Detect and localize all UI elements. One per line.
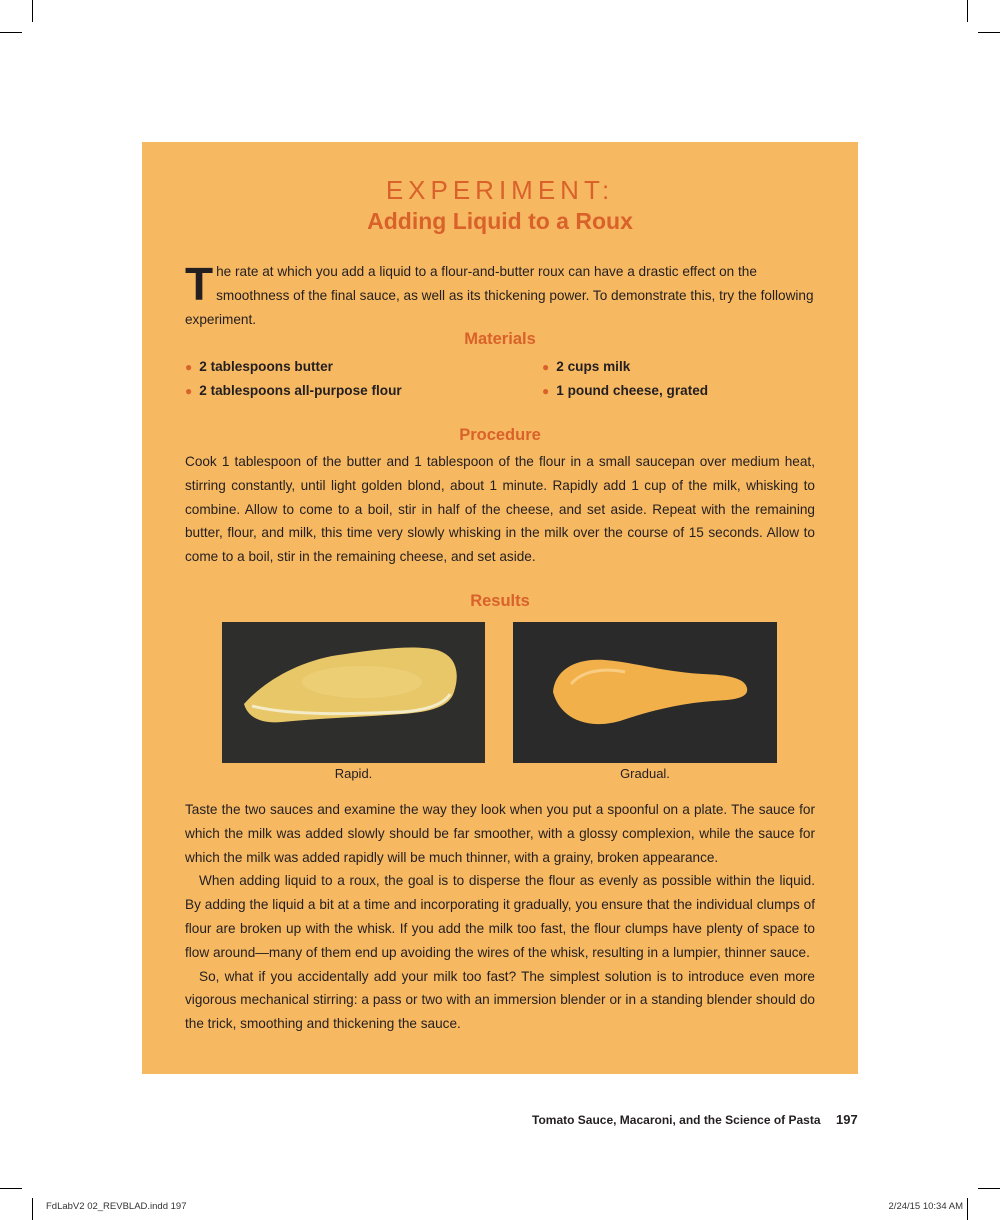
results-heading: Results: [470, 592, 530, 610]
crop-mark: [0, 1188, 22, 1189]
crop-mark: [978, 32, 1000, 33]
crop-mark: [32, 1198, 33, 1220]
results-paragraph: So, what if you accidentally add your milk too fast? The simplest solution is to introduce even more vigorous mechanical stirring: a pass or two with an immersion blender or in a standing blender should do the trick, smoothing and thickening the sauce.: [185, 968, 815, 1032]
drop-cap: T: [185, 258, 214, 310]
bullet-icon: ●: [185, 384, 193, 398]
material-label: 1 pound cheese, grated: [556, 383, 709, 398]
bullet-icon: ●: [185, 360, 193, 374]
intro-text: he rate at which you add a liquid to a flour-and-butter roux can have a drastic effect on the smoothness of the final sauce, as well as its thickening power. To demonstrate this, try the following experiment.: [185, 264, 814, 327]
rapid-sauce-photo: [222, 622, 485, 763]
material-label: 2 cups milk: [556, 359, 631, 374]
crop-mark: [967, 1198, 968, 1220]
bullet-icon: ●: [542, 384, 550, 398]
crop-mark: [978, 1188, 1000, 1189]
results-paragraph: When adding liquid to a roux, the goal is to disperse the flour as evenly as possible within the liquid. By adding the liquid a bit at a time and incorporating it gradually, you ensure that the individual clumps of flour are broken up with the whisk. If you add the milk too fast, the flour clumps have plenty of space to flow around—many of them end up avoiding the wires of the whisk, resulting in a lumpier, thinner sauce.: [185, 873, 815, 960]
results-text: [185, 798, 815, 1036]
list-item: [542, 379, 708, 403]
materials-list: [185, 355, 815, 405]
material-label: 2 tablespoons butter: [199, 359, 333, 374]
material-label: 2 tablespoons all-purpose flour: [199, 383, 402, 398]
materials-heading: Materials: [464, 330, 536, 348]
gradual-caption: Gradual.: [620, 766, 670, 781]
bullet-icon: ●: [542, 360, 550, 374]
intro-paragraph: [185, 260, 815, 332]
experiment-title: Adding Liquid to a Roux: [367, 208, 633, 234]
list-item: [185, 379, 402, 403]
list-item: [542, 355, 630, 379]
procedure-paragraph: Cook 1 tablespoon of the butter and 1 tablespoon of the flour in a small saucepan over medium heat, stirring constantly, until light golden blond, about 1 minute. Rapidly add 1 cup of the milk, whisking to combine. Allow to come to a boil, stir in half of the cheese, and set aside. Repeat with the remaining butter, flour, and milk, this time very slowly whisking in the milk over the course of 15 seconds. Allow to come to a boil, stir in the remaining cheese, and set aside.: [185, 454, 815, 565]
list-item: [185, 355, 333, 379]
results-paragraph: Taste the two sauces and examine the way they look when you put a spoonful on a plate. The sauce for which the milk was added slowly should be far smoother, with a glossy complexion, while the sauce for which the milk was added rapidly will be much thinner, with a grainy, broken appearance.: [185, 802, 815, 865]
gradual-sauce-photo: [513, 622, 777, 763]
crop-mark: [0, 32, 22, 33]
rapid-caption: Rapid.: [334, 766, 373, 781]
running-footer-title: Tomato Sauce, Macaroni, and the Science of Pasta: [532, 1113, 821, 1127]
crop-mark: [32, 0, 33, 22]
procedure-heading: Procedure: [459, 426, 541, 444]
crop-mark: [967, 0, 968, 22]
experiment-panel: [142, 142, 858, 1074]
slug-file: FdLabV2 02_REVBLAD.indd 197: [46, 1201, 187, 1212]
page-number: 197: [836, 1112, 858, 1127]
experiment-kicker: EXPERIMENT:: [385, 175, 615, 205]
slug-timestamp: 2/24/15 10:34 AM: [888, 1201, 963, 1212]
